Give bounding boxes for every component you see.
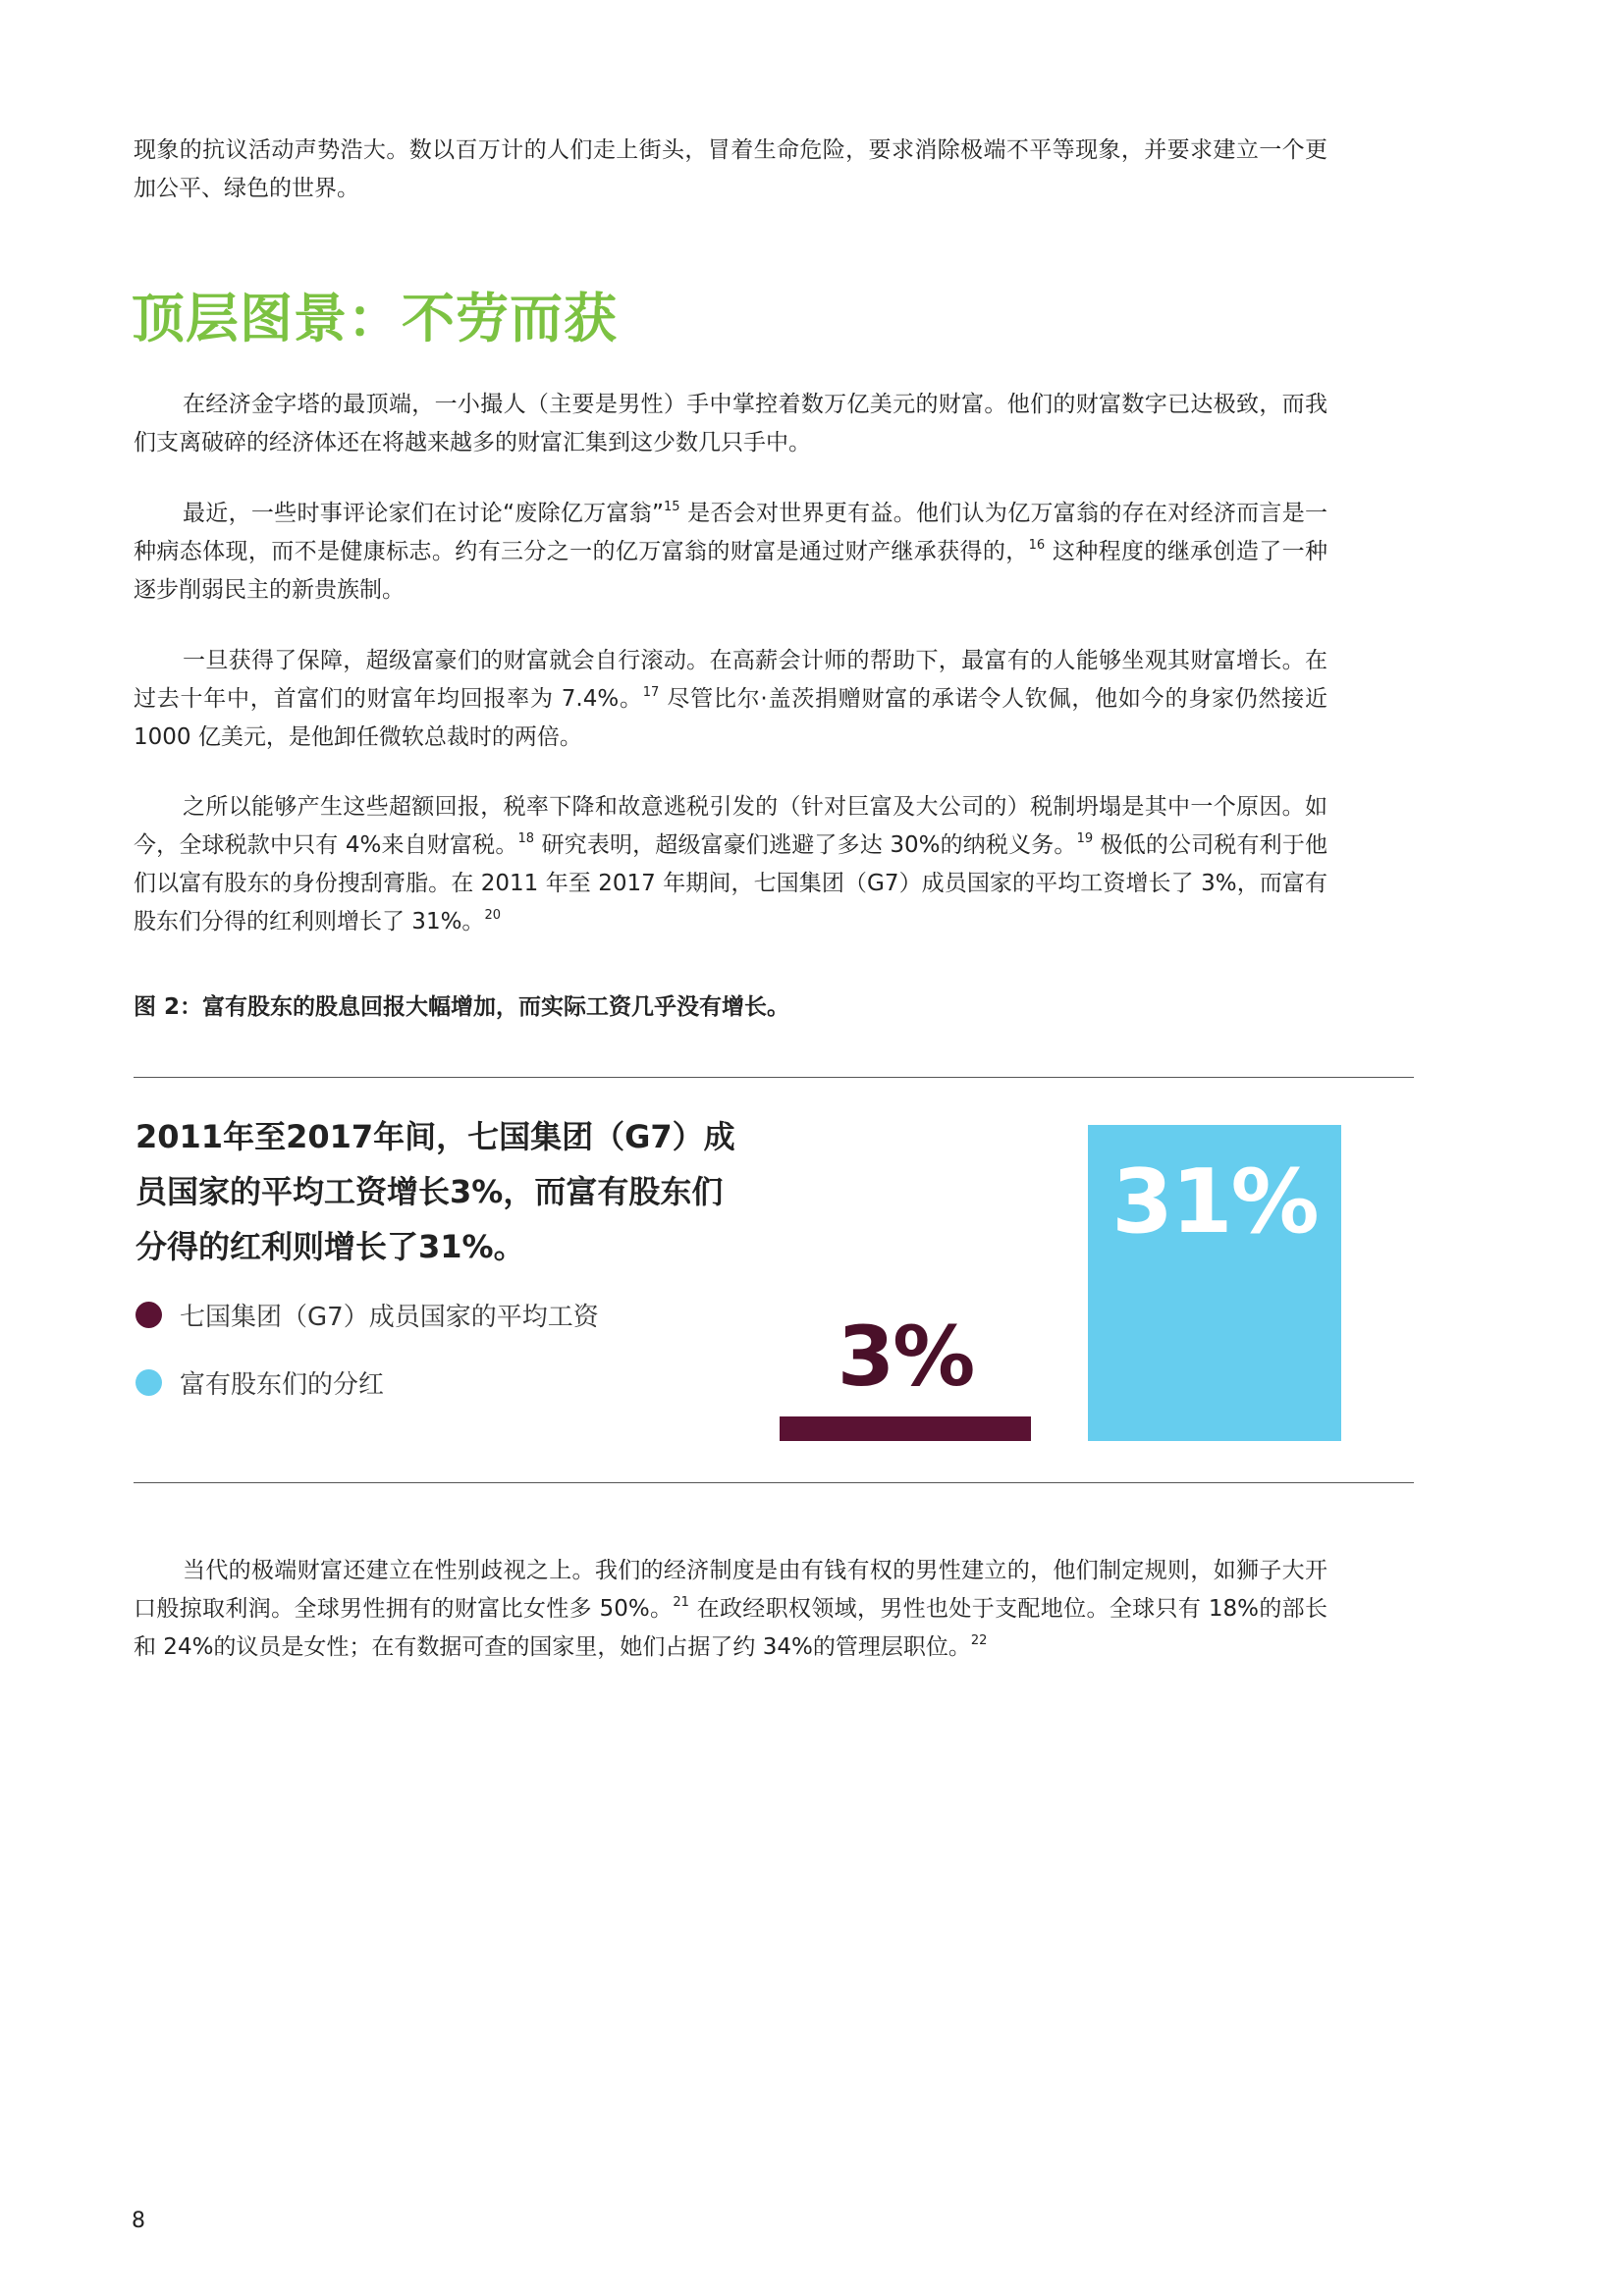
section-heading: 顶层图景：不劳而获	[132, 288, 618, 349]
footnote-ref-22[interactable]: 22	[970, 1633, 988, 1648]
footnote-ref-21[interactable]: 21	[673, 1595, 689, 1610]
data-label-dividends: 31%	[1111, 1150, 1318, 1254]
paragraph-3-text-b: 尽管比尔·盖茨捐赠财富的承诺令人钦佩，他如今的身家仍然接近 1000 亿美元，是他卸任微软总裁时的两倍。	[134, 686, 1328, 750]
footnote-ref-16[interactable]: 16	[1028, 538, 1046, 553]
legend-item-wages	[135, 1297, 599, 1333]
paragraph-5-text-a: 当代的极端财富还建立在性别歧视之上。我们的经济制度是由有钱有权的男性建立的，他们制定规则，如狮子大开口般掠取利润。全球男性拥有的财富比女性多 50%。	[134, 1558, 1327, 1622]
intro-paragraph: 现象的抗议活动声势浩大。数以百万计的人们走上街头，冒着生命危险，要求消除极端不平等现象，并要求建立一个更加公平、绿色的世界。	[134, 137, 1327, 201]
page-number: 8	[132, 2209, 145, 2233]
paragraph-1: 在经济金字塔的最顶端，一小撮人（主要是男性）手中掌控着数万亿美元的财富。他们的财富数字已达极致，而我们支离破碎的经济体还在将越来越多的财富汇集到这少数几只手中。	[134, 392, 1327, 455]
paragraph-4-text-b: 研究表明，超级富豪们逃避了多达 30%的纳税义务。	[541, 832, 1077, 858]
footnote-ref-19[interactable]: 19	[1076, 831, 1094, 846]
footnote-ref-15[interactable]: 15	[663, 500, 680, 514]
legend-item-dividends	[135, 1364, 384, 1401]
footnote-ref-17[interactable]: 17	[642, 685, 660, 700]
paragraph-2-text-a: 最近，一些时事评论家们在讨论“废除亿万富翁”	[183, 501, 664, 526]
paragraph-4-text-a: 之所以能够产生这些超额回报，税率下降和故意逃税引发的（针对巨富及大公司的）税制坍塌是其中一个原因。如今，全球税款中只有 4%来自财富税。	[134, 794, 1327, 858]
paragraph-2-text-c: 这种程度的继承创造了一种逐步削弱民主的新贵族制。	[134, 539, 1328, 603]
paragraph-3	[134, 642, 1327, 757]
paragraph-2	[134, 495, 1327, 610]
figure-top-rule	[134, 1077, 1414, 1078]
figure-caption: 图 2：富有股东的股息回报大幅增加，而实际工资几乎没有增长。	[134, 994, 790, 1020]
paragraph-4-text-c: 极低的公司税有利于他们以富有股东的身份搜刮膏脂。在 2011 年至 2017 年期间，七国集团（G7）成员国家的平均工资增长了 3%，而富有股东们分得的红利则增长了 31%。	[134, 832, 1327, 934]
footnote-ref-20[interactable]: 20	[484, 908, 501, 923]
paragraph-5	[134, 1552, 1327, 1667]
data-label-wages: 3%	[837, 1308, 974, 1405]
legend-dot-dividends	[135, 1369, 162, 1396]
paragraph-4	[134, 788, 1327, 941]
paragraph-3-text-a: 一旦获得了保障，超级富豪们的财富就会自行滚动。在高薪会计师的帮助下，最富有的人能够坐观其财富增长。在过去十年中，首富们的财富年均回报率为 7.4%。	[134, 648, 1327, 712]
bar-wages	[780, 1416, 1031, 1441]
legend-dot-wages	[135, 1302, 162, 1328]
footnote-ref-18[interactable]: 18	[517, 831, 535, 846]
chart-title: 2011年至2017年间，七国集团（G7）成员国家的平均工资增长3%，而富有股东们分得的红利则增长了31%。	[135, 1118, 735, 1265]
legend-label-dividends: 富有股东们的分红	[180, 1370, 385, 1400]
figure-bottom-rule	[134, 1482, 1414, 1483]
paragraph-5-text-b: 在政经职权领域，男性也处于支配地位。全球只有 18%的部长和 24%的议员是女性；在有数据可查的国家里，她们占据了约 34%的管理层职位。	[134, 1596, 1328, 1660]
paragraph-2-text-b: 是否会对世界更有益。他们认为亿万富翁的存在对经济而言是一种病态体现，而不是健康标志。约有三分之一的亿万富翁的财富是通过财产继承获得的，	[134, 501, 1328, 564]
legend-label-wages: 七国集团（G7）成员国家的平均工资	[180, 1303, 599, 1332]
